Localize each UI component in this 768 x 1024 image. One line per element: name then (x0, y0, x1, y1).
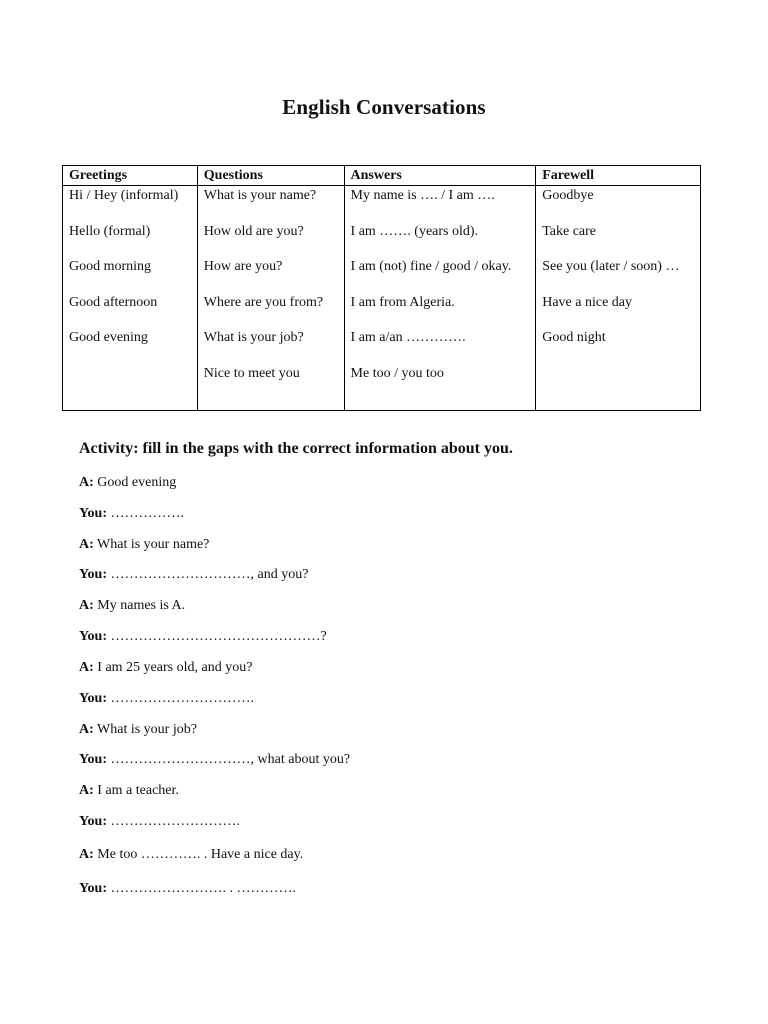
answer-item: My name is …. / I am …. (350, 188, 495, 203)
table-body-row (63, 186, 701, 411)
speaker-label: A: (79, 783, 94, 798)
activity-heading (79, 440, 513, 458)
answer-item: I am a/an …………. (350, 330, 466, 345)
answers-column (344, 186, 536, 411)
farewell-item: Have a nice day (542, 294, 633, 310)
dialogue-blank: …………………………, what about you? (110, 752, 351, 767)
dialogue-blank: …………………………, and you? (110, 567, 309, 582)
speaker-label: A: (79, 660, 94, 675)
question-item: How old are you? (203, 223, 304, 239)
answer-item: Me too / you too (350, 365, 444, 381)
greeting-item: Good evening (69, 330, 148, 345)
dialogue-line (79, 598, 185, 614)
table-header-row (63, 166, 701, 186)
greeting-item: Hello (formal) (69, 223, 151, 239)
dialogue-text: I am a teacher. (97, 783, 179, 798)
dialogue-line (79, 506, 184, 522)
dialogue-line (79, 567, 308, 583)
farewell-item: See you (later / soon) … (542, 259, 680, 274)
greeting-item: Good afternoon (69, 294, 158, 310)
farewell-item: Goodbye (542, 188, 594, 203)
dialogue-line (79, 881, 296, 897)
dialogue-text: My names is A. (97, 598, 186, 613)
farewell-item (542, 364, 694, 400)
answer-item: I am from Algeria. (350, 294, 455, 310)
dialogue-line (79, 475, 176, 491)
question-item: What is your name? (203, 188, 317, 203)
dialogue-line (79, 537, 209, 553)
greeting-item: Good morning (69, 259, 152, 274)
dialogue-blank: ……………………. . …………. (110, 881, 297, 896)
dialogue-line (79, 691, 254, 707)
greeting-item (69, 364, 191, 400)
dialogue-line (79, 814, 240, 830)
dialogue-line (79, 660, 252, 676)
dialogue-text: Good evening (97, 475, 177, 490)
greeting-item: Hi / Hey (informal) (69, 188, 179, 203)
header-answers: Answers (344, 166, 536, 186)
page-title: English Conversations (282, 95, 486, 119)
dialogue-line (79, 722, 197, 738)
farewell-column (536, 186, 701, 411)
speaker-label: A: (79, 598, 94, 613)
speaker-label: You: (79, 881, 108, 896)
questions-column (197, 186, 344, 411)
speaker-label: You: (79, 506, 108, 521)
question-item: How are you? (203, 259, 283, 274)
dialogue-line (79, 629, 327, 645)
header-farewell: Farewell (536, 166, 701, 186)
speaker-label: You: (79, 567, 108, 582)
answer-item: I am ……. (years old). (350, 223, 479, 239)
speaker-label: A: (79, 537, 94, 552)
activity-instruction: fill in the gaps with the correct information about you. (142, 440, 513, 457)
header-questions: Questions (197, 166, 344, 186)
dialogue-text: Me too …………. . Have a nice day. (97, 847, 304, 862)
speaker-label: A: (79, 722, 94, 737)
speaker-label: You: (79, 814, 108, 829)
dialogue-blank: …………………………. (110, 691, 255, 706)
question-item: What is your job? (203, 330, 304, 345)
dialogue-text: What is your job? (97, 722, 197, 737)
dialogue-blank: ………………………………………? (110, 629, 327, 644)
farewell-item: Good night (542, 330, 606, 345)
speaker-label: You: (79, 691, 108, 706)
speaker-label: You: (79, 629, 108, 644)
dialogue-text: What is your name? (97, 537, 210, 552)
dialogue-blank: ………………………. (110, 814, 241, 829)
question-item: Where are you from? (203, 294, 324, 310)
farewell-item: Take care (542, 223, 597, 239)
dialogue-line (79, 783, 179, 799)
greetings-column (63, 186, 198, 411)
question-item: Nice to meet you (203, 365, 300, 381)
dialogue-line (79, 752, 350, 768)
header-greetings: Greetings (63, 166, 198, 186)
answer-item: I am (not) fine / good / okay. (350, 259, 512, 274)
vocabulary-table (62, 165, 701, 411)
dialogue-line (79, 847, 303, 863)
speaker-label: A: (79, 475, 94, 490)
speaker-label: You: (79, 752, 108, 767)
dialogue-blank: ……………. (110, 506, 185, 521)
dialogue-text: I am 25 years old, and you? (97, 660, 253, 675)
activity-label: Activity: (79, 440, 139, 457)
speaker-label: A: (79, 847, 94, 862)
